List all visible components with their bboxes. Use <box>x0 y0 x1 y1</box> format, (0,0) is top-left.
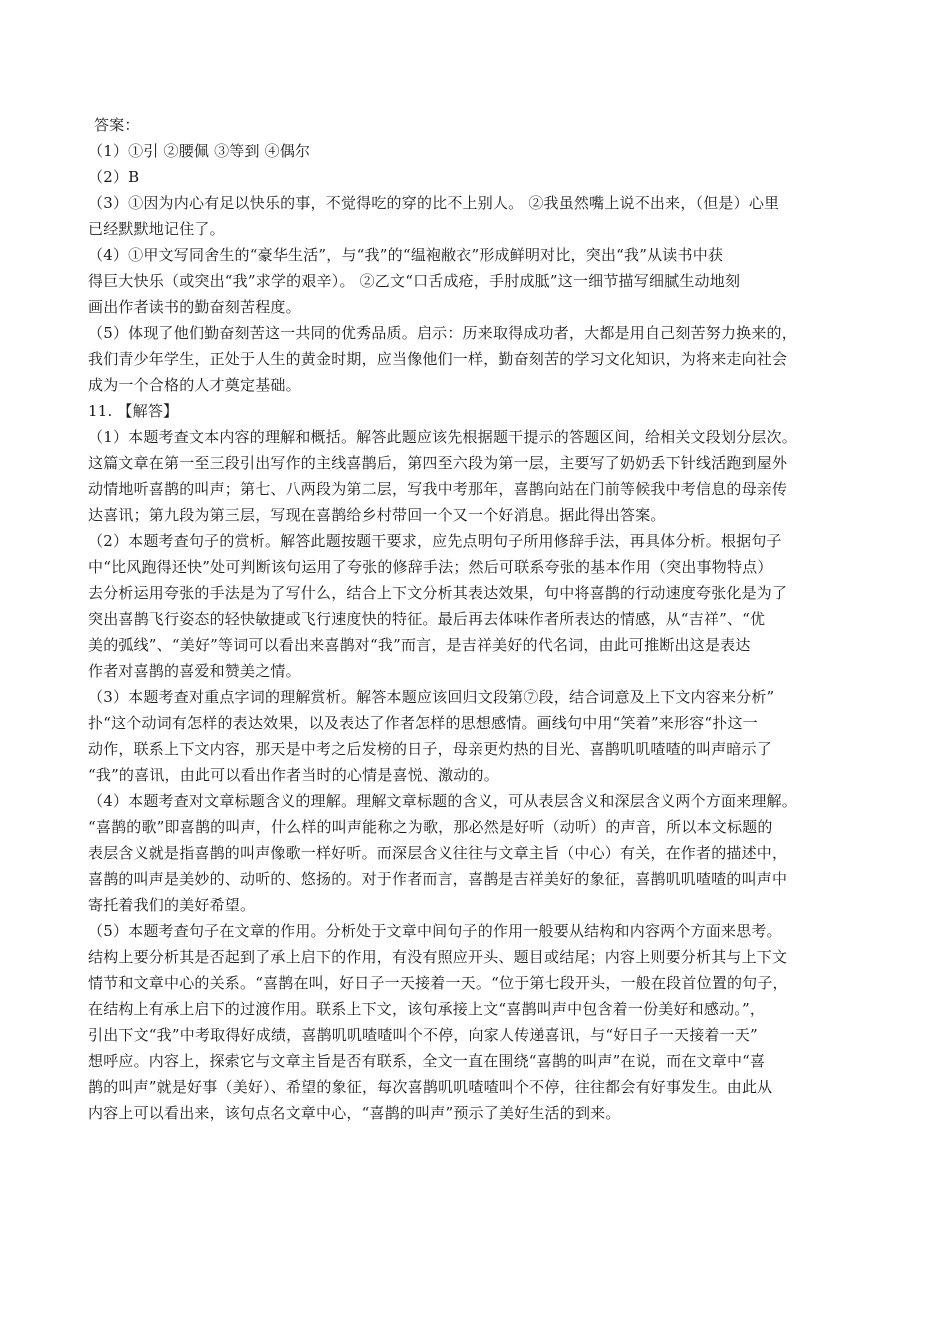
answer-line: 成为一个合格的人才奠定基础。 <box>88 376 301 394</box>
answer-line: 在结构上有承上启下的过渡作用。联系上下文，该句承接上文“喜鹊叫声中包含着一份美好和感动。”， <box>88 1000 766 1018</box>
answer-line: 动作，联系上下文内容，那天是中考之后发榜的日子，母亲更灼热的目光、喜鹊叽叽喳喳的叫声暗示了 <box>88 740 773 758</box>
answer-line: 情节和文章中心的关系。“喜鹊在叫，好日子一天接着一天。“位于第七段开头，一般在段首位置的句子， <box>88 974 788 992</box>
answer-line: （1）本题考查文本内容的理解和概括。解答此题应该先根据题干提示的答题区间，给相关文段划分层次。 <box>88 428 797 446</box>
answer-line: 结构上要分析其是否起到了承上启下的作用，有没有照应开头、题目或结尾；内容上则要分析其与上下文 <box>88 948 788 966</box>
answer-line: 鹊的叫声”就是好事（美好）、希望的象征，每次喜鹊叽叽喳喳叫个不停，往往都会有好事发生。由此从 <box>88 1078 773 1096</box>
answer-line: 动情地听喜鹊的叫声；第七、八两段为第二层，写我中考那年，喜鹊向站在门前等候我中考信息的母亲传 <box>88 480 788 498</box>
answer-line: 想呼应。内容上，探索它与文章主旨是否有联系，全文一直在围绕“喜鹊的叫声”在说，而在文章中“喜 <box>88 1052 766 1070</box>
answer-line: 美的弧线”、“美好”等词可以看出来喜鹊对“我”而言，是吉祥美好的代名词，由此可推断出这是表达 <box>88 636 751 654</box>
section-heading: 11. 【解答】 <box>88 402 179 420</box>
answer-line: （3）①因为内心有足以快乐的事，不觉得吃的穿的比不上别人。 ②我虽然嘴上说不出来，（但是）心里 <box>88 194 780 212</box>
answer-line: （4）①甲文写同舍生的“豪华生活”，与“我”的“缊袍敝衣”形成鲜明对比，突出“我”从读书中获 <box>88 246 724 264</box>
answer-line: 达喜讯；第九段为第三层，写现在喜鹊给乡村带回一个又一个好消息。据此得出答案。 <box>88 506 666 524</box>
answer-line: （5）体现了他们勤奋刻苦这一共同的优秀品质。启示：历来取得成功者，大都是用自己刻苦努力换来的， <box>88 324 797 342</box>
answer-line: 已经默默地记住了。 <box>88 220 225 238</box>
answer-line: 得巨大快乐（或突出“我”求学的艰辛）。 ②乙文“口舌成疮，手肘成胝”这一细节描写细腻生动地刻 <box>88 272 741 290</box>
answer-line: 画出作者读书的勤奋刻苦程度。 <box>88 298 301 316</box>
answer-line: 寄托着我们的美好希望。 <box>88 896 256 914</box>
answer-line: 我们青少年学生，正处于人生的黄金时期，应当像他们一样，勤奋刻苦的学习文化知识，为将来走向社会 <box>88 350 788 368</box>
answer-document <box>88 112 868 1152</box>
answer-line: （1）①引 ②腰佩 ③等到 ④偶尔 <box>88 142 311 160</box>
answer-line: “我”的喜讯，由此可以看出作者当时的心情是喜悦、激动的。 <box>88 766 499 784</box>
answer-line: 这篇文章在第一至三段引出写作的主线喜鹊后，第四至六段为第一层，主要写了奶奶丢下针线活跑到屋外 <box>88 454 788 472</box>
answer-line: 引出下文“我”中考取得好成绩，喜鹊叽叽喳喳叫个不停，向家人传递喜讯，与“好日子一天接着一天” <box>88 1026 758 1044</box>
answer-line: （3）本题考查对重点字词的理解赏析。解答本题应该回归文段第⑦段，结合词意及上下文内容来分析” <box>88 688 775 706</box>
answer-heading: 答案： <box>94 116 140 134</box>
answer-line <box>88 1126 868 1152</box>
answer-line: 扑“这个动词有怎样的表达效果，以及表达了作者怎样的思想感情。画线句中用“笑着”来形容“扑这一 <box>88 714 758 732</box>
answer-line: （4）本题考查对文章标题含义的理解。理解文章标题的含义，可从表层含义和深层含义两个方面来理解。 <box>88 792 797 810</box>
answer-line: 去分析运用夸张的手法是为了写什么，结合上下文分析其表达效果，句中将喜鹊的行动速度夸张化是为了 <box>88 584 788 602</box>
answer-line: 突出喜鹊飞行姿态的轻快敏捷或飞行速度快的特征。最后再去体味作者所表达的情感，从“吉祥”、“优 <box>88 610 766 628</box>
answer-line: （5）本题考查句子在文章的作用。分析处于文章中间句子的作用一般要从结构和内容两个方面来思考。 <box>88 922 782 940</box>
answer-line: 内容上可以看出来，该句点名文章中心，“喜鹊的叫声”预示了美好生活的到来。 <box>88 1104 621 1122</box>
answer-line: 作者对喜鹊的喜爱和赞美之情。 <box>88 662 301 680</box>
answer-line: 表层含义就是指喜鹊的叫声像歌一样好听。而深层含义往往与文章主旨（中心）有关，在作者的描述中， <box>88 844 788 862</box>
answer-line: “喜鹊的歌”即喜鹊的叫声，什么样的叫声能称之为歌，那必然是好听（动听）的声音，所以本文标题的 <box>88 818 773 836</box>
answer-line: 喜鹊的叫声是美妙的、动听的、悠扬的。对于作者而言，喜鹊是吉祥美好的象征，喜鹊叽叽喳喳的叫声中 <box>88 870 788 888</box>
answer-line: （2）B <box>88 168 140 186</box>
answer-line: 中“比风跑得还快”处可判断该句运用了夸张的修辞手法；然后可联系夸张的基本作用（突出事物特点） <box>88 558 773 576</box>
answer-line: （2）本题考查句子的赏析。解答此题按题干要求，应先点明句子所用修辞手法，再具体分析。根据句子 <box>88 532 782 550</box>
